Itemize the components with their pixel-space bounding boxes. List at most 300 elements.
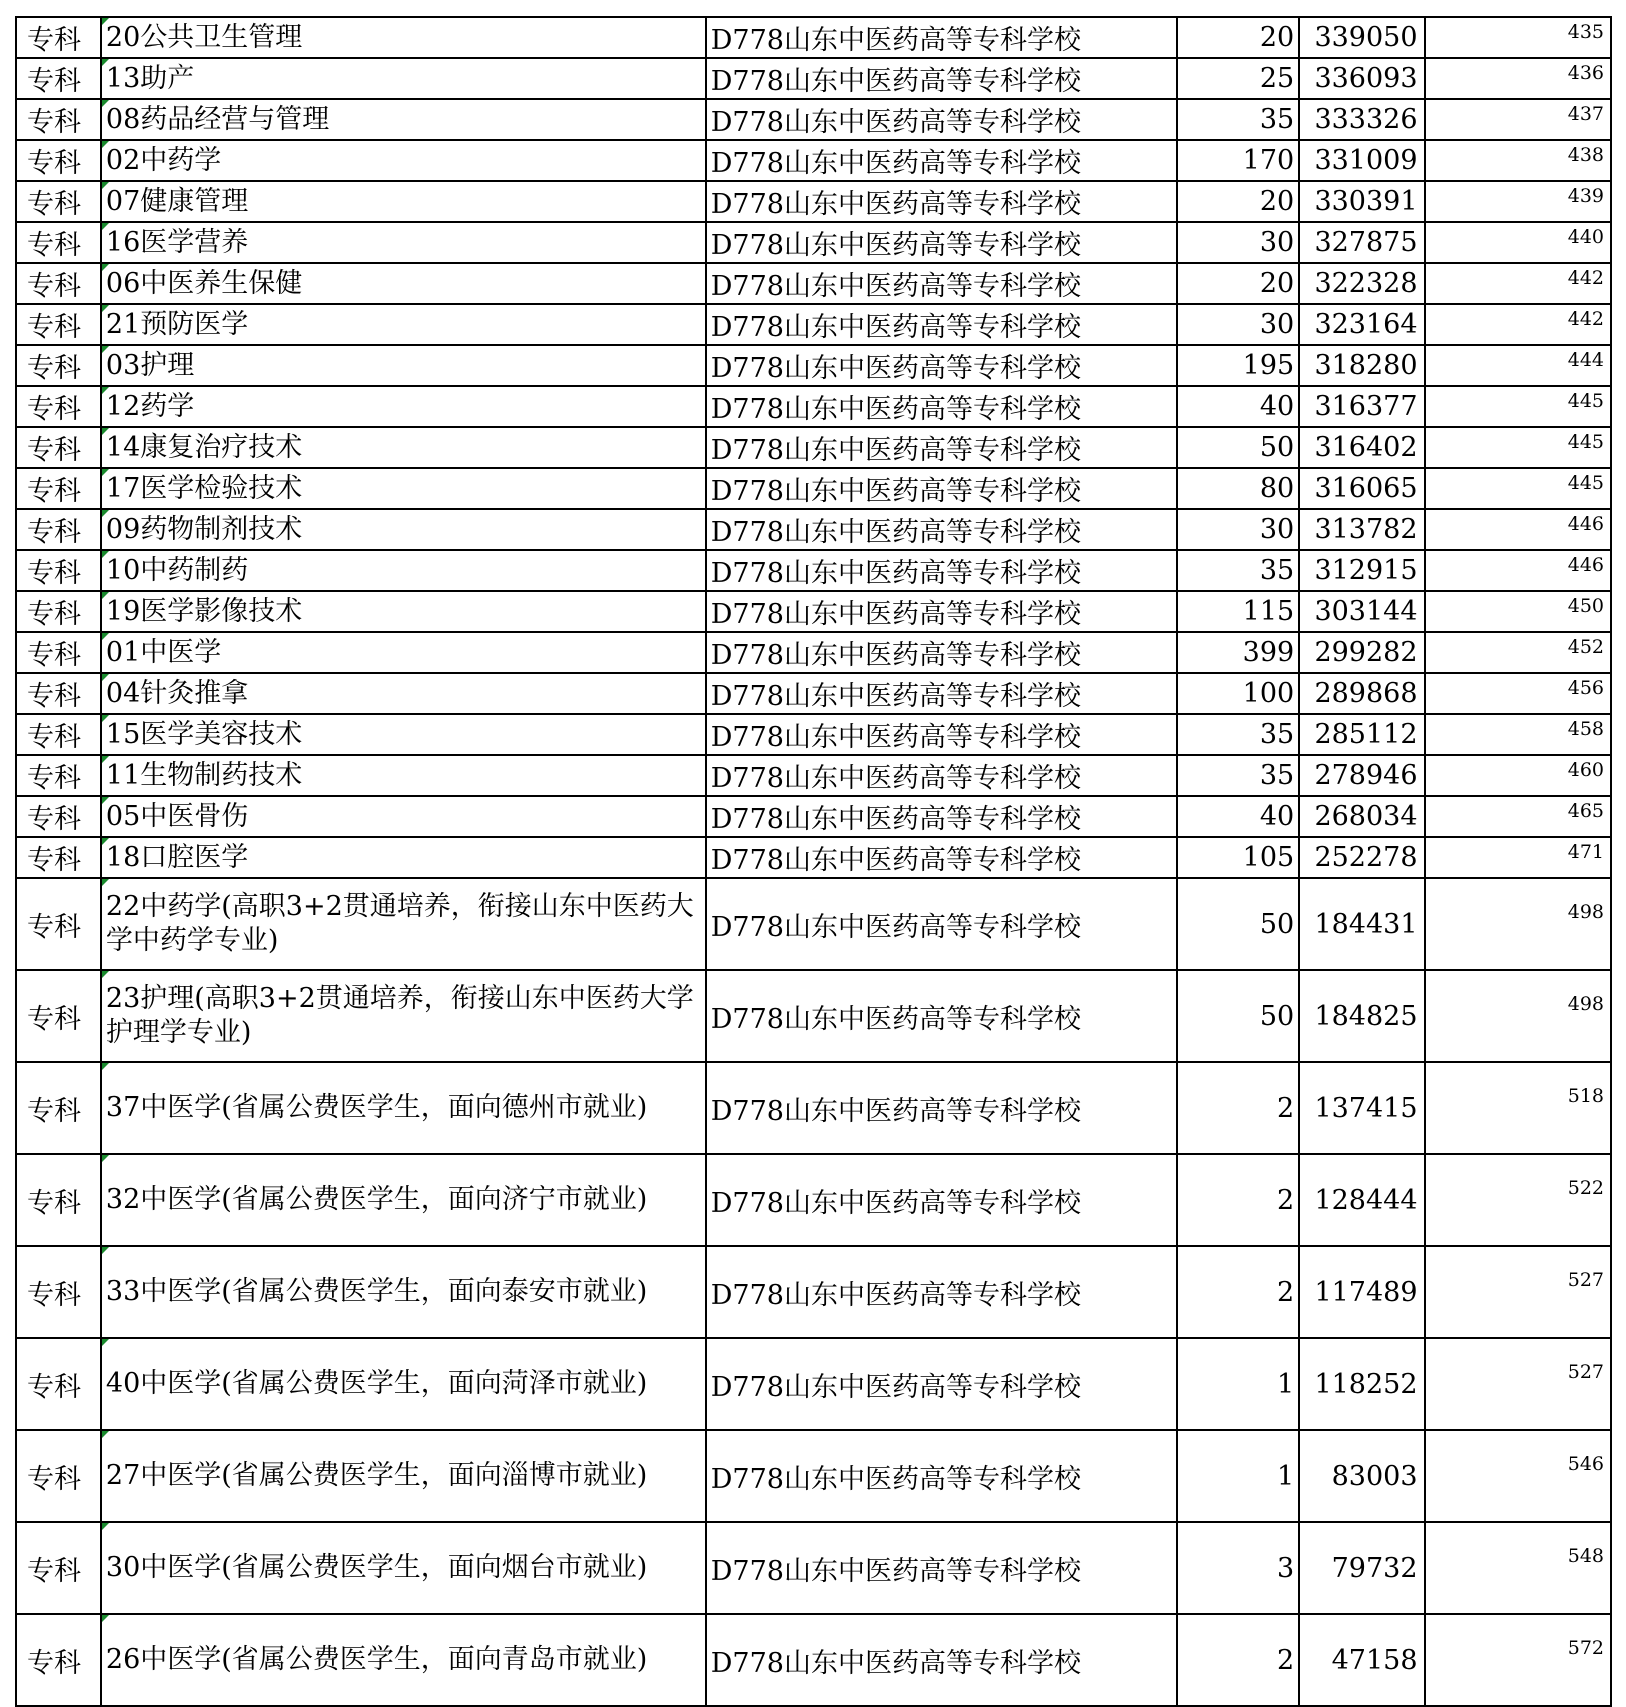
- comment-marker-icon: [102, 305, 109, 312]
- plan-count-cell: [1177, 1338, 1299, 1430]
- level-cell: [16, 837, 101, 878]
- rank-cell: [1299, 222, 1424, 263]
- school-cell: [706, 386, 1177, 427]
- table-row: [16, 468, 1611, 509]
- major-cell-text: 37中医学(省属公费医学生，面向德州市就业): [105, 1092, 648, 1123]
- admission-table: [15, 16, 1612, 1707]
- level-cell: [16, 17, 101, 58]
- plan-count-cell: [1177, 427, 1299, 468]
- rank-cell-text: 299282: [1314, 637, 1418, 668]
- major-cell: [101, 714, 706, 755]
- major-cell-text: 11生物制药技术: [105, 759, 303, 791]
- major-cell-text: 27中医学(省属公费医学生，面向淄博市就业): [105, 1460, 648, 1491]
- rank-cell-text: 331009: [1314, 145, 1418, 176]
- school-cell-text: D778山东中医药高等专科学校: [710, 517, 1081, 548]
- major-cell-text: 03护理: [105, 349, 195, 381]
- plan-count-cell-text: 115: [1242, 596, 1295, 627]
- level-cell: [16, 304, 101, 345]
- rank-cell-text: 128444: [1314, 1184, 1418, 1216]
- level-cell: [16, 755, 101, 796]
- rank-cell-text: 278946: [1314, 760, 1418, 791]
- level-cell: [16, 99, 101, 140]
- score-cell-text: 442: [1567, 308, 1604, 330]
- plan-count-cell-text: 195: [1242, 350, 1295, 381]
- plan-count-cell-text: 2: [1277, 1644, 1295, 1676]
- level-cell: [16, 714, 101, 755]
- school-cell: [706, 140, 1177, 181]
- score-cell: [1425, 1062, 1611, 1154]
- school-cell-text: D778山东中医药高等专科学校: [710, 722, 1081, 753]
- school-cell: [706, 1614, 1177, 1706]
- rank-cell-text: 333326: [1314, 104, 1418, 135]
- plan-count-cell: [1177, 970, 1299, 1062]
- rank-cell-text: 330391: [1314, 186, 1418, 217]
- major-cell: [101, 1522, 706, 1614]
- comment-marker-icon: [102, 428, 109, 435]
- score-cell: [1425, 550, 1611, 591]
- level-cell: [16, 427, 101, 468]
- rank-cell-text: 47158: [1331, 1644, 1418, 1676]
- score-cell: [1425, 58, 1611, 99]
- major-cell: [101, 970, 706, 1062]
- plan-count-cell-text: 2: [1277, 1276, 1295, 1308]
- rank-cell-text: 289868: [1314, 678, 1418, 709]
- major-cell: [101, 140, 706, 181]
- school-cell-text: D778山东中医药高等专科学校: [710, 845, 1081, 876]
- score-cell-text: 445: [1567, 431, 1604, 453]
- score-cell-text: 527: [1567, 1361, 1604, 1383]
- major-cell-text: 13助产: [105, 62, 195, 94]
- major-cell: [101, 1062, 706, 1154]
- major-cell-text: 01中医学: [105, 636, 222, 668]
- score-cell: [1425, 714, 1611, 755]
- major-cell-text: 20公共卫生管理: [105, 21, 303, 53]
- comment-marker-icon: [102, 1615, 109, 1622]
- major-cell: [101, 304, 706, 345]
- table-row: [16, 345, 1611, 386]
- level-cell: [16, 468, 101, 509]
- comment-marker-icon: [102, 1247, 109, 1254]
- level-cell-text: 专科: [27, 230, 81, 261]
- score-cell: [1425, 1614, 1611, 1706]
- school-cell: [706, 796, 1177, 837]
- level-cell-text: 专科: [27, 25, 81, 56]
- rank-cell: [1299, 1154, 1424, 1246]
- plan-count-cell: [1177, 714, 1299, 755]
- level-cell-text: 专科: [27, 189, 81, 220]
- score-cell: [1425, 304, 1611, 345]
- school-cell-text: D778山东中医药高等专科学校: [710, 911, 1081, 943]
- comment-marker-icon: [102, 18, 109, 25]
- rank-cell: [1299, 878, 1424, 970]
- score-cell-text: 445: [1567, 472, 1604, 494]
- major-cell: [101, 591, 706, 632]
- rank-cell-text: 252278: [1314, 842, 1418, 873]
- rank-cell: [1299, 1062, 1424, 1154]
- comment-marker-icon: [102, 633, 109, 640]
- level-cell: [16, 591, 101, 632]
- plan-count-cell: [1177, 1430, 1299, 1522]
- rank-cell-text: 184431: [1314, 908, 1418, 940]
- school-cell-text: D778山东中医药高等专科学校: [710, 394, 1081, 425]
- comment-marker-icon: [102, 387, 109, 394]
- school-cell: [706, 550, 1177, 591]
- table-row: [16, 1614, 1611, 1706]
- school-cell-text: D778山东中医药高等专科学校: [710, 148, 1081, 179]
- level-cell: [16, 140, 101, 181]
- comment-marker-icon: [102, 971, 109, 978]
- rank-cell: [1299, 509, 1424, 550]
- plan-count-cell: [1177, 1246, 1299, 1338]
- major-cell-text: 06中医养生保健: [105, 267, 303, 299]
- level-cell: [16, 970, 101, 1062]
- major-cell-text: 21预防医学: [105, 308, 249, 340]
- comment-marker-icon: [102, 264, 109, 271]
- school-cell-text: D778山东中医药高等专科学校: [710, 107, 1081, 138]
- plan-count-cell-text: 399: [1242, 637, 1295, 668]
- major-cell: [101, 837, 706, 878]
- score-cell: [1425, 1338, 1611, 1430]
- school-cell-text: D778山东中医药高等专科学校: [710, 1003, 1081, 1035]
- table-row: [16, 304, 1611, 345]
- comment-marker-icon: [102, 1339, 109, 1346]
- score-cell-text: 446: [1567, 554, 1604, 576]
- score-cell-text: 458: [1567, 718, 1604, 740]
- plan-count-cell: [1177, 591, 1299, 632]
- school-cell-text: D778山东中医药高等专科学校: [710, 681, 1081, 712]
- major-cell-text: 15医学美容技术: [105, 718, 303, 750]
- plan-count-cell-text: 40: [1259, 801, 1295, 832]
- major-cell: [101, 1154, 706, 1246]
- score-cell: [1425, 386, 1611, 427]
- school-cell: [706, 222, 1177, 263]
- table-row: [16, 427, 1611, 468]
- level-cell: [16, 263, 101, 304]
- plan-count-cell: [1177, 17, 1299, 58]
- plan-count-cell: [1177, 550, 1299, 591]
- major-cell: [101, 181, 706, 222]
- comment-marker-icon: [102, 223, 109, 230]
- rank-cell: [1299, 263, 1424, 304]
- plan-count-cell: [1177, 1522, 1299, 1614]
- plan-count-cell: [1177, 345, 1299, 386]
- score-cell-text: 446: [1567, 513, 1604, 535]
- major-cell: [101, 386, 706, 427]
- level-cell-text: 专科: [27, 517, 81, 548]
- level-cell-text: 专科: [27, 353, 81, 384]
- score-cell-text: 435: [1567, 21, 1604, 43]
- rank-cell: [1299, 1246, 1424, 1338]
- rank-cell-text: 336093: [1314, 63, 1418, 94]
- comment-marker-icon: [102, 469, 109, 476]
- level-cell-text: 专科: [27, 66, 81, 97]
- rank-cell-text: 316377: [1314, 391, 1418, 422]
- rank-cell-text: 327875: [1314, 227, 1418, 258]
- level-cell-text: 专科: [27, 763, 81, 794]
- level-cell: [16, 878, 101, 970]
- level-cell-text: 专科: [27, 435, 81, 466]
- level-cell-text: 专科: [27, 1095, 81, 1127]
- school-cell: [706, 878, 1177, 970]
- level-cell-text: 专科: [27, 394, 81, 425]
- rank-cell: [1299, 58, 1424, 99]
- level-cell-text: 专科: [27, 476, 81, 507]
- rank-cell-text: 318280: [1314, 350, 1418, 381]
- level-cell: [16, 181, 101, 222]
- major-cell-text: 32中医学(省属公费医学生，面向济宁市就业): [105, 1184, 648, 1215]
- rank-cell: [1299, 468, 1424, 509]
- score-cell-text: 436: [1567, 62, 1604, 84]
- level-cell-text: 专科: [27, 1463, 81, 1495]
- comment-marker-icon: [102, 100, 109, 107]
- plan-count-cell: [1177, 796, 1299, 837]
- score-cell: [1425, 222, 1611, 263]
- school-cell: [706, 345, 1177, 386]
- major-cell-text: 12药学: [105, 390, 195, 422]
- plan-count-cell: [1177, 1062, 1299, 1154]
- school-cell-text: D778山东中医药高等专科学校: [710, 1279, 1081, 1311]
- rank-cell-text: 323164: [1314, 309, 1418, 340]
- score-cell-text: 445: [1567, 390, 1604, 412]
- major-cell: [101, 17, 706, 58]
- major-cell: [101, 263, 706, 304]
- major-cell-text: 14康复治疗技术: [105, 431, 303, 463]
- school-cell-text: D778山东中医药高等专科学校: [710, 476, 1081, 507]
- school-cell-text: D778山东中医药高等专科学校: [710, 435, 1081, 466]
- plan-count-cell: [1177, 58, 1299, 99]
- score-cell-text: 498: [1567, 901, 1604, 923]
- major-cell: [101, 878, 706, 970]
- rank-cell-text: 316065: [1314, 473, 1418, 504]
- table-row: [16, 632, 1611, 673]
- school-cell: [706, 468, 1177, 509]
- level-cell: [16, 1614, 101, 1706]
- level-cell-text: 专科: [27, 1555, 81, 1587]
- score-cell: [1425, 509, 1611, 550]
- score-cell: [1425, 1246, 1611, 1338]
- score-cell-text: 548: [1567, 1545, 1604, 1567]
- plan-count-cell: [1177, 755, 1299, 796]
- table-row: [16, 1154, 1611, 1246]
- plan-count-cell-text: 1: [1277, 1460, 1295, 1492]
- major-cell-text: 17医学检验技术: [105, 472, 303, 504]
- plan-count-cell: [1177, 468, 1299, 509]
- rank-cell: [1299, 796, 1424, 837]
- rank-cell: [1299, 386, 1424, 427]
- level-cell: [16, 1154, 101, 1246]
- rank-cell-text: 79732: [1331, 1552, 1418, 1584]
- plan-count-cell-text: 2: [1277, 1184, 1295, 1216]
- score-cell: [1425, 1154, 1611, 1246]
- table-row: [16, 263, 1611, 304]
- level-cell: [16, 345, 101, 386]
- comment-marker-icon: [102, 141, 109, 148]
- score-cell-text: 546: [1567, 1453, 1604, 1475]
- rank-cell: [1299, 970, 1424, 1062]
- school-cell-text: D778山东中医药高等专科学校: [710, 189, 1081, 220]
- table-row: [16, 1430, 1611, 1522]
- rank-cell-text: 117489: [1314, 1276, 1418, 1308]
- school-cell: [706, 632, 1177, 673]
- major-cell-text: 33中医学(省属公费医学生，面向泰安市就业): [105, 1276, 648, 1307]
- level-cell: [16, 509, 101, 550]
- major-cell-text: 04针灸推拿: [105, 677, 249, 709]
- level-cell-text: 专科: [27, 640, 81, 671]
- school-cell: [706, 17, 1177, 58]
- major-cell: [101, 222, 706, 263]
- plan-count-cell: [1177, 304, 1299, 345]
- table-row: [16, 17, 1611, 58]
- plan-count-cell: [1177, 99, 1299, 140]
- school-cell: [706, 714, 1177, 755]
- level-cell: [16, 1430, 101, 1522]
- school-cell-text: D778山东中医药高等专科学校: [710, 1095, 1081, 1127]
- school-cell: [706, 1430, 1177, 1522]
- major-cell: [101, 1338, 706, 1430]
- school-cell: [706, 58, 1177, 99]
- score-cell: [1425, 755, 1611, 796]
- table-row: [16, 591, 1611, 632]
- comment-marker-icon: [102, 551, 109, 558]
- level-cell: [16, 673, 101, 714]
- comment-marker-icon: [102, 879, 109, 886]
- school-cell: [706, 970, 1177, 1062]
- plan-count-cell: [1177, 673, 1299, 714]
- level-cell-text: 专科: [27, 1647, 81, 1679]
- major-cell: [101, 468, 706, 509]
- table-row: [16, 673, 1611, 714]
- rank-cell: [1299, 632, 1424, 673]
- score-cell-text: 522: [1567, 1177, 1604, 1199]
- plan-count-cell-text: 1: [1277, 1368, 1295, 1400]
- table-row: [16, 970, 1611, 1062]
- score-cell: [1425, 878, 1611, 970]
- plan-count-cell-text: 50: [1259, 1000, 1295, 1032]
- school-cell-text: D778山东中医药高等专科学校: [710, 1647, 1081, 1679]
- level-cell: [16, 1338, 101, 1430]
- major-cell: [101, 345, 706, 386]
- major-cell: [101, 1246, 706, 1338]
- score-cell: [1425, 1430, 1611, 1522]
- school-cell: [706, 1062, 1177, 1154]
- table-row: [16, 1338, 1611, 1430]
- plan-count-cell: [1177, 386, 1299, 427]
- major-cell: [101, 99, 706, 140]
- level-cell-text: 专科: [27, 107, 81, 138]
- comment-marker-icon: [102, 592, 109, 599]
- comment-marker-icon: [102, 182, 109, 189]
- school-cell-text: D778山东中医药高等专科学校: [710, 763, 1081, 794]
- major-cell: [101, 1430, 706, 1522]
- plan-count-cell-text: 35: [1259, 760, 1295, 791]
- school-cell: [706, 99, 1177, 140]
- school-cell: [706, 673, 1177, 714]
- plan-count-cell: [1177, 263, 1299, 304]
- rank-cell: [1299, 755, 1424, 796]
- rank-cell-text: 313782: [1314, 514, 1418, 545]
- level-cell: [16, 386, 101, 427]
- table-row: [16, 99, 1611, 140]
- rank-cell: [1299, 181, 1424, 222]
- rank-cell-text: 137415: [1314, 1092, 1418, 1124]
- level-cell: [16, 1062, 101, 1154]
- school-cell-text: D778山东中医药高等专科学校: [710, 640, 1081, 671]
- plan-count-cell-text: 30: [1259, 227, 1295, 258]
- school-cell: [706, 427, 1177, 468]
- level-cell: [16, 1246, 101, 1338]
- comment-marker-icon: [102, 510, 109, 517]
- plan-count-cell-text: 20: [1259, 186, 1295, 217]
- table-row: [16, 509, 1611, 550]
- level-cell: [16, 550, 101, 591]
- score-cell-text: 460: [1567, 759, 1604, 781]
- rank-cell-text: 268034: [1314, 801, 1418, 832]
- major-cell: [101, 632, 706, 673]
- table-row: [16, 1246, 1611, 1338]
- score-cell-text: 456: [1567, 677, 1604, 699]
- school-cell: [706, 1154, 1177, 1246]
- comment-marker-icon: [102, 838, 109, 845]
- school-cell: [706, 181, 1177, 222]
- level-cell-text: 专科: [27, 271, 81, 302]
- score-cell-text: 438: [1567, 144, 1604, 166]
- score-cell-text: 518: [1567, 1085, 1604, 1107]
- score-cell: [1425, 837, 1611, 878]
- score-cell-text: 527: [1567, 1269, 1604, 1291]
- major-cell-text: 09药物制剂技术: [105, 513, 303, 545]
- school-cell-text: D778山东中医药高等专科学校: [710, 25, 1081, 56]
- rank-cell: [1299, 427, 1424, 468]
- score-cell-text: 450: [1567, 595, 1604, 617]
- school-cell: [706, 755, 1177, 796]
- rank-cell: [1299, 591, 1424, 632]
- rank-cell: [1299, 837, 1424, 878]
- level-cell-text: 专科: [27, 681, 81, 712]
- score-cell: [1425, 970, 1611, 1062]
- score-cell-text: 437: [1567, 103, 1604, 125]
- comment-marker-icon: [102, 1063, 109, 1070]
- plan-count-cell: [1177, 878, 1299, 970]
- table-row: [16, 140, 1611, 181]
- comment-marker-icon: [102, 346, 109, 353]
- rank-cell: [1299, 17, 1424, 58]
- comment-marker-icon: [102, 797, 109, 804]
- plan-count-cell-text: 35: [1259, 555, 1295, 586]
- plan-count-cell: [1177, 837, 1299, 878]
- school-cell-text: D778山东中医药高等专科学校: [710, 1187, 1081, 1219]
- level-cell-text: 专科: [27, 1187, 81, 1219]
- school-cell-text: D778山东中医药高等专科学校: [710, 804, 1081, 835]
- rank-cell: [1299, 714, 1424, 755]
- level-cell: [16, 222, 101, 263]
- rank-cell-text: 303144: [1314, 596, 1418, 627]
- rank-cell-text: 285112: [1314, 719, 1418, 750]
- level-cell-text: 专科: [27, 558, 81, 589]
- major-cell: [101, 427, 706, 468]
- plan-count-cell-text: 80: [1259, 473, 1295, 504]
- major-cell-text: 30中医学(省属公费医学生，面向烟台市就业): [105, 1552, 648, 1583]
- score-cell-text: 442: [1567, 267, 1604, 289]
- major-cell-text: 23护理(高职3+2贯通培养，衔接山东中医药大学护理学专业): [105, 983, 694, 1048]
- comment-marker-icon: [102, 715, 109, 722]
- school-cell-text: D778山东中医药高等专科学校: [710, 66, 1081, 97]
- major-cell: [101, 550, 706, 591]
- table-row: [16, 755, 1611, 796]
- table-row: [16, 58, 1611, 99]
- plan-count-cell-text: 20: [1259, 268, 1295, 299]
- comment-marker-icon: [102, 1155, 109, 1162]
- school-cell: [706, 837, 1177, 878]
